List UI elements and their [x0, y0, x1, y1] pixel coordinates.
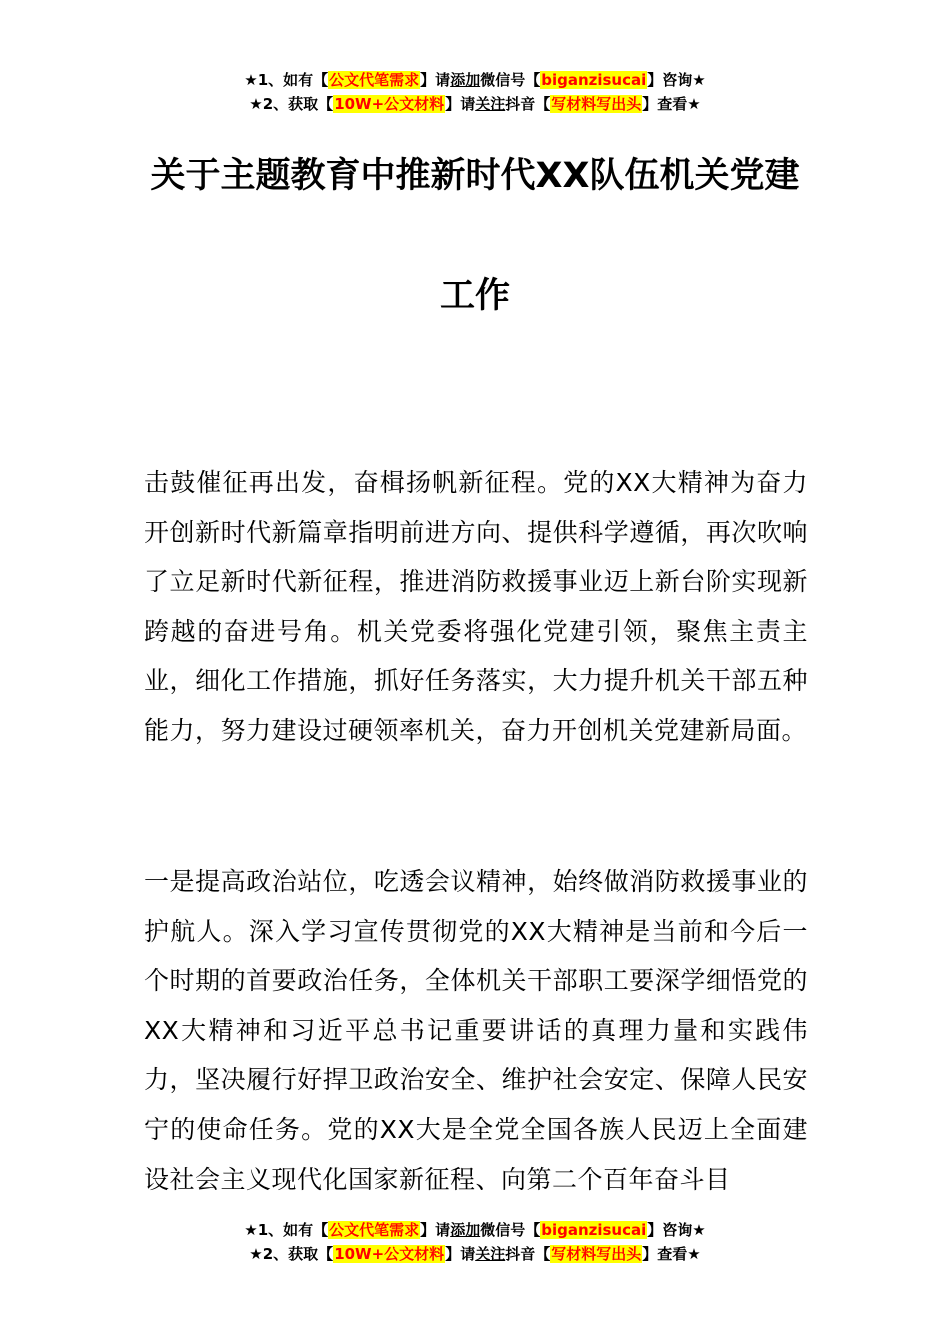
banner-text: 抖音【	[505, 1245, 551, 1263]
banner-underlined: 添加	[450, 71, 481, 89]
banner-text: 】请	[445, 1245, 476, 1263]
banner-text: ★2、获取【	[249, 95, 334, 113]
banner-line-1	[0, 1218, 950, 1242]
banner-text: 】咨询★	[647, 1221, 706, 1239]
banner-highlight: 写材料写出头	[551, 95, 642, 113]
footer-banner	[0, 1218, 950, 1266]
banner-text: 抖音【	[505, 95, 551, 113]
banner-highlight: biganzisucai	[541, 71, 647, 89]
banner-highlight: 10W+公文材料	[334, 95, 445, 113]
banner-text: ★2、获取【	[249, 1245, 334, 1263]
banner-text: 】查看★	[642, 95, 701, 113]
banner-highlight: 写材料写出头	[551, 1245, 642, 1263]
banner-text: 】请	[420, 71, 451, 89]
banner-text: 微信号【	[480, 71, 541, 89]
banner-highlight: biganzisucai	[541, 1221, 647, 1239]
banner-text: ★1、如有【	[244, 1221, 329, 1239]
banner-text: 】咨询★	[647, 71, 706, 89]
banner-highlight: 公文代笔需求	[329, 1221, 420, 1239]
banner-text: 】查看★	[642, 1245, 701, 1263]
banner-line-2	[0, 1242, 950, 1266]
banner-underlined: 关注	[475, 95, 506, 113]
banner-highlight: 10W+公文材料	[334, 1245, 445, 1263]
banner-underlined: 添加	[450, 1221, 481, 1239]
banner-highlight: 公文代笔需求	[329, 71, 420, 89]
paragraph-2: 一是提高政治站位，吃透会议精神，始终做消防救援事业的护航人。深入学习宣传贯彻党的XX大精神是当前和今后一个时期的首要政治任务，全体机关干部职工要深学细悟党的XX大精神和习近平总书记重要讲话的真理力量和实践伟力，坚决履行好捍卫政治安全、维护社会安定、保障人民安宁的使命任务。党的XX大是全党全国各族人民迈上全面建设社会主义现代化国家新征程、向第二个百年奋斗目	[144, 867, 808, 1194]
banner-underlined: 关注	[475, 1245, 506, 1263]
banner-line-1	[0, 68, 950, 92]
banner-text: 】请	[445, 95, 476, 113]
banner-line-2	[0, 92, 950, 116]
header-banner	[0, 68, 950, 116]
document-title-line-1: 关于主题教育中推新时代XX队伍机关党建	[150, 156, 800, 196]
paragraph-1: 击鼓催征再出发，奋楫扬帆新征程。党的XX大精神为奋力开创新时代新篇章指明前进方向、提供科学遵循，再次吹响了立足新时代新征程，推进消防救援事业迈上新台阶实现新跨越的奋进号角。机关党委将强化党建引领，聚焦主责主业，细化工作措施，抓好任务落实，大力提升机关干部五种能力，努力建设过硬领率机关，奋力开创机关党建新局面。	[144, 468, 808, 745]
banner-text: 微信号【	[480, 1221, 541, 1239]
banner-text: ★1、如有【	[244, 71, 329, 89]
document-title-line-2: 工作	[439, 276, 510, 316]
banner-text: 】请	[420, 1221, 451, 1239]
